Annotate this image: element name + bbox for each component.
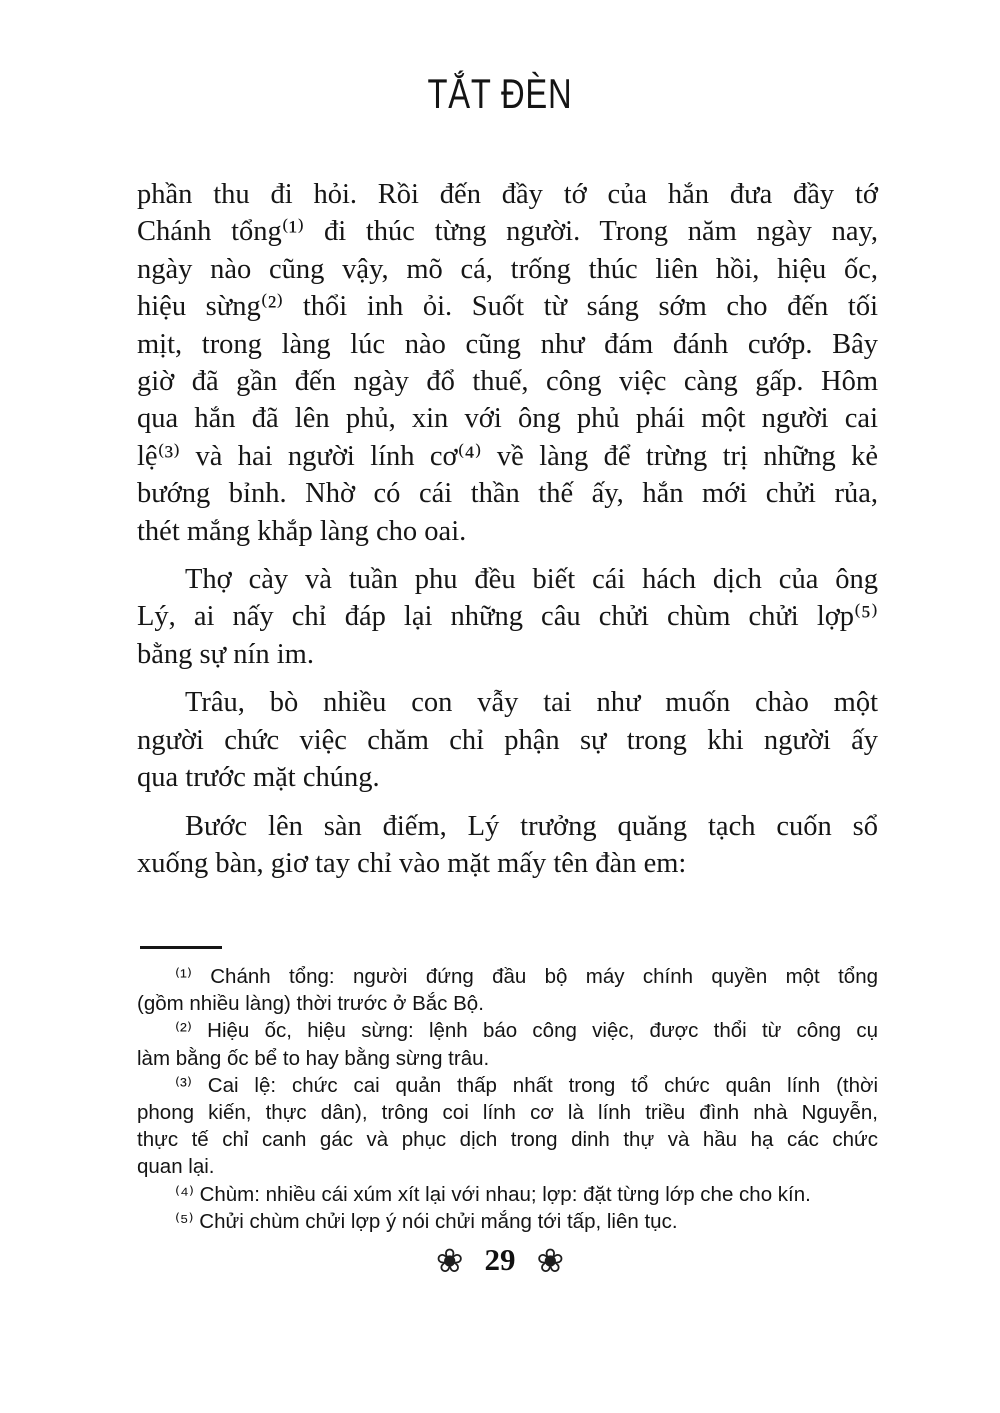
- paragraph: [137, 808, 878, 883]
- text-line: quan lại.: [137, 1155, 215, 1179]
- footnote: [137, 1017, 878, 1071]
- text-line: qua trước mặt chúng.: [137, 762, 380, 794]
- text-line: mịt, trong làng lúc nào cũng như đám đánh cướp. Bây: [137, 328, 878, 360]
- text-line: ⁽³⁾ Cai lệ: chức cai quản thấp nhất trong tổ chức quân lính (thời: [175, 1073, 878, 1097]
- page-footer: [0, 1242, 1000, 1278]
- text-line: người chức việc chăm chỉ phận sự trong khi người ấy: [137, 724, 878, 756]
- text-line: ⁽²⁾ Hiệu ốc, hiệu sừng: lệnh báo công việc, được thổi từ công cụ: [175, 1019, 878, 1043]
- footnote-divider: [140, 946, 222, 949]
- text-line: ngày nào cũng vậy, mõ cá, trống thúc liên hồi, hiệu ốc,: [137, 253, 878, 285]
- flower-ornament-right-icon: ❀: [536, 1240, 565, 1280]
- text-line: lệ⁽³⁾ và hai người lính cơ⁽⁴⁾ về làng để trừng trị những kẻ: [137, 440, 878, 472]
- paragraph: [137, 176, 878, 550]
- text-line: thét mắng khắp làng cho oai.: [137, 515, 467, 547]
- footnote: [137, 1072, 878, 1181]
- text-line: (gồm nhiều làng) thời trước ở Bắc Bộ.: [137, 992, 484, 1016]
- text-line: ⁽⁵⁾ Chửi chùm chửi lợp ý nói chửi mắng tới tấp, liên tục.: [175, 1209, 678, 1233]
- text-line: thực tế chỉ canh gác và phục dịch trong dinh thự và hầu hạ các chức: [137, 1128, 878, 1152]
- footnote: [137, 963, 878, 1017]
- text-line: bằng sự nín im.: [137, 638, 314, 670]
- text-line: hiệu sừng⁽²⁾ thổi inh ỏi. Suốt từ sáng sớm cho đến tối: [137, 291, 878, 323]
- text-line: bướng bỉnh. Nhờ có cái thần thế ấy, hắn mới chửi rủa,: [137, 478, 878, 510]
- text-line: Thợ cày và tuần phu đều biết cái hách dịch của ông: [185, 564, 878, 596]
- paragraph: [137, 684, 878, 796]
- text-line: ⁽⁴⁾ Chùm: nhiều cái xúm xít lại với nhau; lợp: đặt từng lớp che cho kín.: [175, 1182, 811, 1206]
- footnote: [137, 1208, 878, 1235]
- paragraph: [137, 561, 878, 673]
- footnotes: [137, 963, 878, 1235]
- footnote: [137, 1181, 878, 1208]
- text-line: làm bằng ốc bể to hay bằng sừng trâu.: [137, 1046, 490, 1070]
- text-line: Bước lên sàn điếm, Lý trưởng quăng tạch cuốn sổ: [185, 810, 878, 842]
- text-line: ⁽¹⁾ Chánh tổng: người đứng đầu bộ máy chính quyền một tổng: [175, 965, 878, 988]
- body-text: [137, 176, 878, 893]
- text-line: Lý, ai nấy chỉ đáp lại những câu chửi chùm chửi lợp⁽⁵⁾: [137, 601, 878, 633]
- chapter-title: [0, 70, 1000, 118]
- text-line: qua hắn đã lên phủ, xin với ông phủ phái một người cai: [137, 403, 878, 435]
- text-line: phần thu đi hỏi. Rồi đến đầy tớ của hắn đưa đầy tớ: [137, 179, 878, 210]
- text-line: Trâu, bò nhiều con vẫy tai như muốn chào một: [185, 687, 878, 719]
- text-line: xuống bàn, giơ tay chỉ vào mặt mấy tên đàn em:: [137, 847, 687, 879]
- text-line: phong kiến, thực dân), trông coi lính cơ là lính triều đình nhà Nguyễn,: [137, 1101, 878, 1125]
- flower-ornament-left-icon: ❀: [435, 1240, 464, 1280]
- text-line: giờ đã gần đến ngày đổ thuế, công việc càng gấp. Hôm: [137, 366, 878, 398]
- text-line: Chánh tổng⁽¹⁾ đi thúc từng người. Trong năm ngày nay,: [137, 216, 878, 248]
- page-number: 29: [484, 1242, 516, 1277]
- chapter-title-text: TẮT ĐÈN: [427, 70, 573, 117]
